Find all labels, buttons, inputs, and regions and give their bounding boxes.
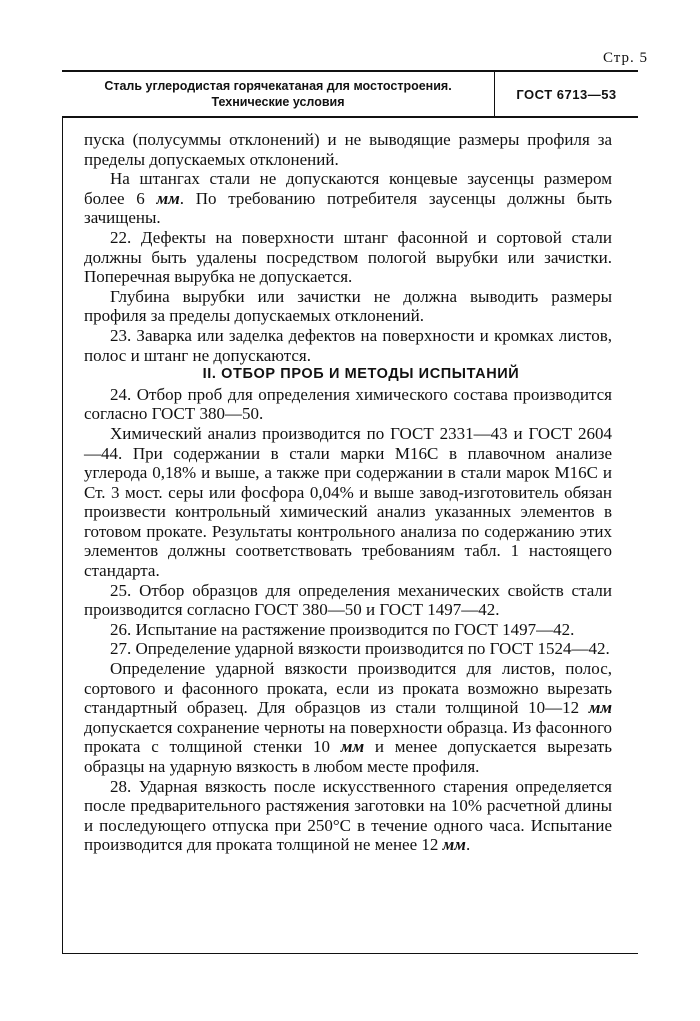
standard-code: ГОСТ 6713—53 xyxy=(516,86,617,102)
unit-mm: мм xyxy=(442,835,466,855)
paragraph: 24. Отбор проб для определения химического состава производится согласно ГОСТ 380—50. xyxy=(84,384,612,424)
paragraph: 26. Испытание на растяжение производится по ГОСТ 1497—42. xyxy=(110,619,575,639)
paragraph: пуска (полусуммы отклонений) и не выводящие размеры профиля за пределы допускаемых отклонений. xyxy=(84,130,612,169)
paragraph-text: допускается сохранение черноты на поверхности образца. Из фасонного проката с толщиной стенки 10 xyxy=(84,717,612,757)
paragraph-text: Определение ударной вязкости производится для листов, полос, сортового и фасонного проката, если из проката возможно вырезать стандартный образец. Для образцов из стали толщиной 10—12 xyxy=(84,659,612,718)
paragraph: 27. Определение ударной вязкости производится по ГОСТ 1524—42. xyxy=(110,639,610,659)
paragraph xyxy=(84,169,612,228)
paragraph-text: . xyxy=(465,835,471,855)
paragraph: Глубина вырубки или зачистки не должна выводить размеры профиля за пределы допускаемых отклонений. xyxy=(84,286,612,326)
header-title-line1: Сталь углеродистая горячекатаная для мостостроения. xyxy=(104,79,452,93)
frame-left-rule xyxy=(62,118,63,954)
header-title xyxy=(62,72,495,116)
paragraph xyxy=(84,777,612,855)
page-number: Стр. 5 xyxy=(602,50,648,66)
unit-mm: мм xyxy=(588,698,612,718)
paragraph-text: и менее допускается вырезать образцы на ударную вязкость в любом месте профиля. xyxy=(84,737,612,776)
paragraph: 23. Заварка или заделка дефектов на поверхности и кромках листов, полос и штанг не допускаются. xyxy=(84,325,612,365)
document-body xyxy=(84,130,612,855)
unit-mm: мм xyxy=(340,737,365,757)
section-title: II. ОТБОР ПРОБ И МЕТОДЫ ИСПЫТАНИЙ xyxy=(202,366,520,383)
paragraph xyxy=(84,659,612,777)
paragraph: 25. Отбор образцов для определения механических свойств стали производится согласно ГОСТ 380—50 и ГОСТ 1497—42. xyxy=(84,580,612,620)
paragraph: 22. Дефекты на поверхности штанг фасонной и сортовой стали должны быть удалены посредством пологой вырубки или зачистки. Поперечная вырубка не допускается. xyxy=(84,227,612,287)
document-header xyxy=(62,70,638,118)
paragraph: Химический анализ производится по ГОСТ 2331—43 и ГОСТ 2604—44. При содержании в стали марки М16С в плавочном анализе углерода 0,18% и выше, а также при содержании в стали марок М16С и Ст. 3 мост. серы или фосфора 0,04% и выше завод-изготовитель обязан произвести контрольный химический анализ указанных элементов в готовом прокате. Результаты контрольного анализа по содержанию этих элементов должны соответствовать требованиям табл. 1 настоящего стандарта. xyxy=(84,423,612,581)
frame-bottom-rule xyxy=(62,953,638,954)
paragraph-text: . По требованию потребителя заусенцы должны быть зачищены. xyxy=(84,188,612,228)
header-title-line2: Технические условия xyxy=(211,95,345,109)
paragraph-text: На штангах стали не допускаются концевые заусенцы размером более 6 xyxy=(84,169,612,208)
paragraph-text: 28. Ударная вязкость после искусственного старения определяется после предварительного растяжения заготовки на 10% расчетной длины и последующего отпуска при 250°С в течение одного часа. Испытание производится для проката толщиной не менее 12 xyxy=(84,776,612,855)
unit-mm: мм xyxy=(156,188,180,208)
